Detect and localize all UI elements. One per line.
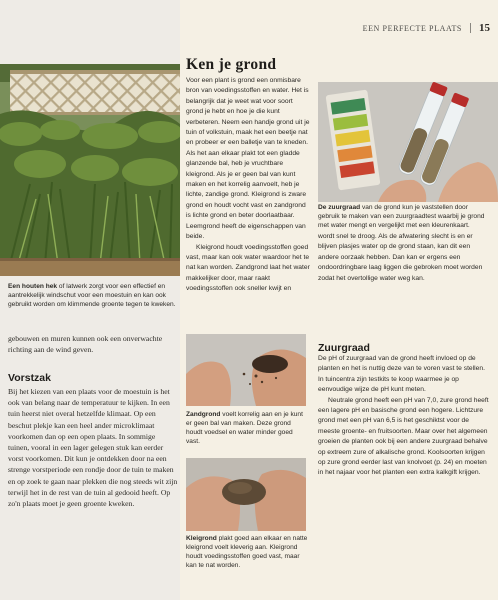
clay-photo-caption xyxy=(186,534,308,570)
vorstzak-heading-block xyxy=(8,372,178,384)
caption-text: plakt goed aan elkaar en natte kleigrond voelt kleverig aan. Kleigrond houdt voedingsstoffen goed vast, maar kan te nat worden. xyxy=(186,535,308,569)
ph-paragraph-2: Neutrale grond heeft een pH van 7,0, zure grond heeft een lagere pH en basische grond een hogere. Lichtzure grond met een pH van 6,5 is het geschiktst voor de meeste groente- en fruitsoorten. Maar over het algemeen groeien de planten ook bij een andere zuurgraad behalve op extreem zure of alkalische grond. Koolsoorten krijgen op zure grond eerder last van knolvoet (p. 24) en moeten in het najaar voor het planten een extra kalkgift krijgen. xyxy=(318,396,489,477)
caption-text: of latwerk zorgt voor een effectief en aantrekkelijk windschut voor een moestuin en kan ook gebruikt worden om klimmende groente tegen te kweken. xyxy=(8,283,176,308)
right-column-continuation xyxy=(318,232,492,284)
soil-paragraph-1: Voor een plant is grond een onmisbare bron van voedingsstoffen en water. Het is belangrijk dat je weet wat voor soort grond je hebt en hoe je die kunt verbeteren. Neem een handje grond uit je tuin of volkstuin, maak het een beetje nat en probeer er een balletje van te kneden. Als het aan elkaar plakt tot een gladde glanzende bal, heb je vruchtbare kleigrond. Als je er geen bal van kunt maken en het korrelig aanvoelt, heb je lichte, zandige grond. Kleigrond is zware grond en houdt vocht vast en zandgrond is lichte grond en beter doorlaatbaar. Leemgrond heeft de eigenschappen van beide. xyxy=(186,77,310,241)
vorstzak-heading: Vorstzak xyxy=(8,372,51,384)
caption-text: van de grond kun je vaststellen door gebruik te maken van een zuurgraadtest waarbij je grond met water mengt en vergelijkt met een kleurenkaart. xyxy=(318,204,485,229)
zuurgraad-heading: Zuurgraad xyxy=(318,342,370,354)
wind-direction-paragraph xyxy=(8,333,178,355)
caption-bold-lead: Zandgrond xyxy=(186,411,221,418)
zuurgraad-body xyxy=(318,354,492,479)
vorstzak-paragraph: Bij het kiezen van een plaats voor de moestuin is het ook van belang naar de temperatuur te kijken. In een tuin heerst niet overal hetzelfde klimaat. Op een beschut plekje kan een heel ander microklimaat voorkomen dan op een open plaats. In sommige tuinen, vooral in een lager gelegen stuk kan eerder vorst voorkomen. Dit kun je ontdekken door na een strenge vorstperiode een rondje door de tuin te maken en op zoek te gaan naar plekken die nog steeds wit zijn terwijl het in de rest van de tuin al gedooid heeft. Op zo'n plaats moet je geen groente kweken. xyxy=(8,387,178,509)
header-divider xyxy=(470,23,471,33)
garden-photo-caption xyxy=(8,282,176,309)
sandy-photo-caption xyxy=(186,410,308,446)
drainage-paragraph: wordt snel te droog. Als de afwatering slecht is en er blijven plasjes water op de grond staan, kan dit een andere oorzaak hebben. Dan kan er ergens een ondoordringbare laag liggen die gebroken moet worden zodat het overtollige water weg kan. xyxy=(318,233,483,282)
caption-bold-lead: De zuurgraad xyxy=(318,204,361,211)
ph-test-tubes-photo xyxy=(318,82,498,202)
caption-text: voelt korrelig aan en je kunt er geen bal van maken. Deze grond houdt voedsel en water minder goed vast. xyxy=(186,411,303,445)
garden-lattice-photo xyxy=(0,64,180,276)
section-title: EEN PERFECTE PLAATS xyxy=(362,24,462,33)
zuurgraad-heading-block xyxy=(318,342,492,354)
ph-paragraph-1: De pH of zuurgraad van de grond heeft invloed op de planten en het is nuttig deze van te voren vast te stellen. In tuincentra zijn testkits te koop waarmee je op eenvoudige wijze de pH kunt meten. xyxy=(318,355,485,394)
running-header xyxy=(340,22,490,34)
vorstzak-body xyxy=(8,386,178,509)
middle-column-body xyxy=(186,76,310,295)
main-heading-block xyxy=(186,56,316,74)
caption-bold-lead: Kleigrond xyxy=(186,535,217,542)
soil-paragraph-2: Kleigrond houdt voedingsstoffen goed vast, maar kan ook water waardoor het te nat kan worden. Zandgrond laat het water makkelijker door, maar raakt voedingsstoffen ook sneller kwijt en xyxy=(186,243,310,293)
main-heading: Ken je grond xyxy=(186,56,277,73)
page-number: 15 xyxy=(479,22,490,34)
ph-photo-caption xyxy=(318,203,490,230)
intro-text: gebouwen en muren kunnen ook een onverwachte richting aan de wind geven. xyxy=(8,334,163,355)
caption-bold-lead: Een houten hek xyxy=(8,283,58,290)
sandy-soil-hands-photo xyxy=(186,334,306,406)
clay-soil-hands-photo xyxy=(186,458,306,531)
